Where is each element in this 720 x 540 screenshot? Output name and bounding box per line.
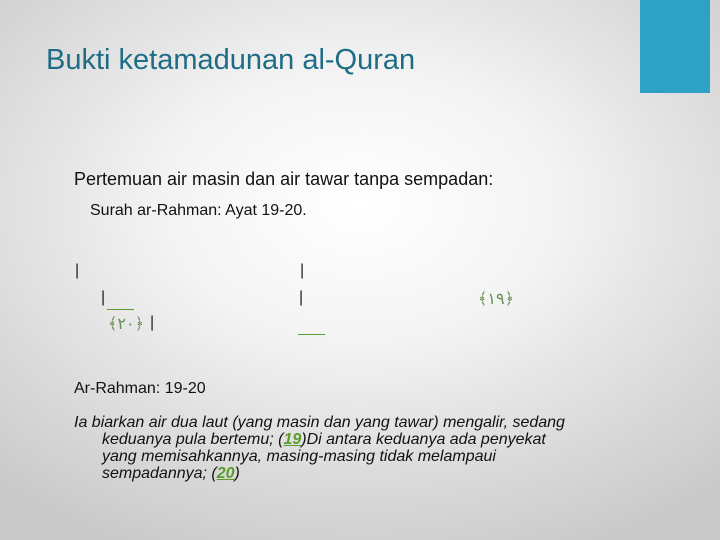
translation-fragment: )Di antara keduanya ada penyekat xyxy=(301,431,546,448)
text-separator: | xyxy=(101,289,106,306)
word-underline xyxy=(298,334,325,335)
heading-text: Pertemuan air masin dan air tawar tanpa sempadan: xyxy=(74,169,494,189)
text-separator: | xyxy=(150,314,155,331)
text-separator: | xyxy=(75,262,80,279)
translation-line xyxy=(74,431,704,448)
ayah-20-marker: ﴿٢٠﴾ xyxy=(108,314,144,333)
translation-reference: Ar-Rahman: 19-20 xyxy=(74,380,206,397)
surah-reference: Surah ar-Rahman: Ayat 19-20. xyxy=(90,202,307,219)
translation-line: yang memisahkannya, masing-masing tidak melampaui xyxy=(102,448,496,465)
translation-line xyxy=(74,465,704,482)
ayah-19-marker: ﴿١٩﴾ xyxy=(478,289,514,308)
translation-fragment: ) xyxy=(234,465,240,482)
slide-title: Bukti ketamadunan al-Quran xyxy=(46,44,416,76)
translation-line: Ia biarkan air dua laut (yang masin dan yang tawar) mengalir, sedang xyxy=(74,414,565,431)
translation-text xyxy=(74,414,704,482)
text-separator: | xyxy=(300,262,305,279)
translation-fragment: sempadannya; ( xyxy=(102,465,217,482)
verse-number-19: 19 xyxy=(283,431,302,448)
text-separator: | xyxy=(299,289,304,306)
translation-fragment: keduanya pula bertemu; ( xyxy=(102,431,284,448)
accent-bar xyxy=(640,0,710,93)
word-underline xyxy=(107,309,134,310)
verse-number-20: 20 xyxy=(216,465,235,482)
